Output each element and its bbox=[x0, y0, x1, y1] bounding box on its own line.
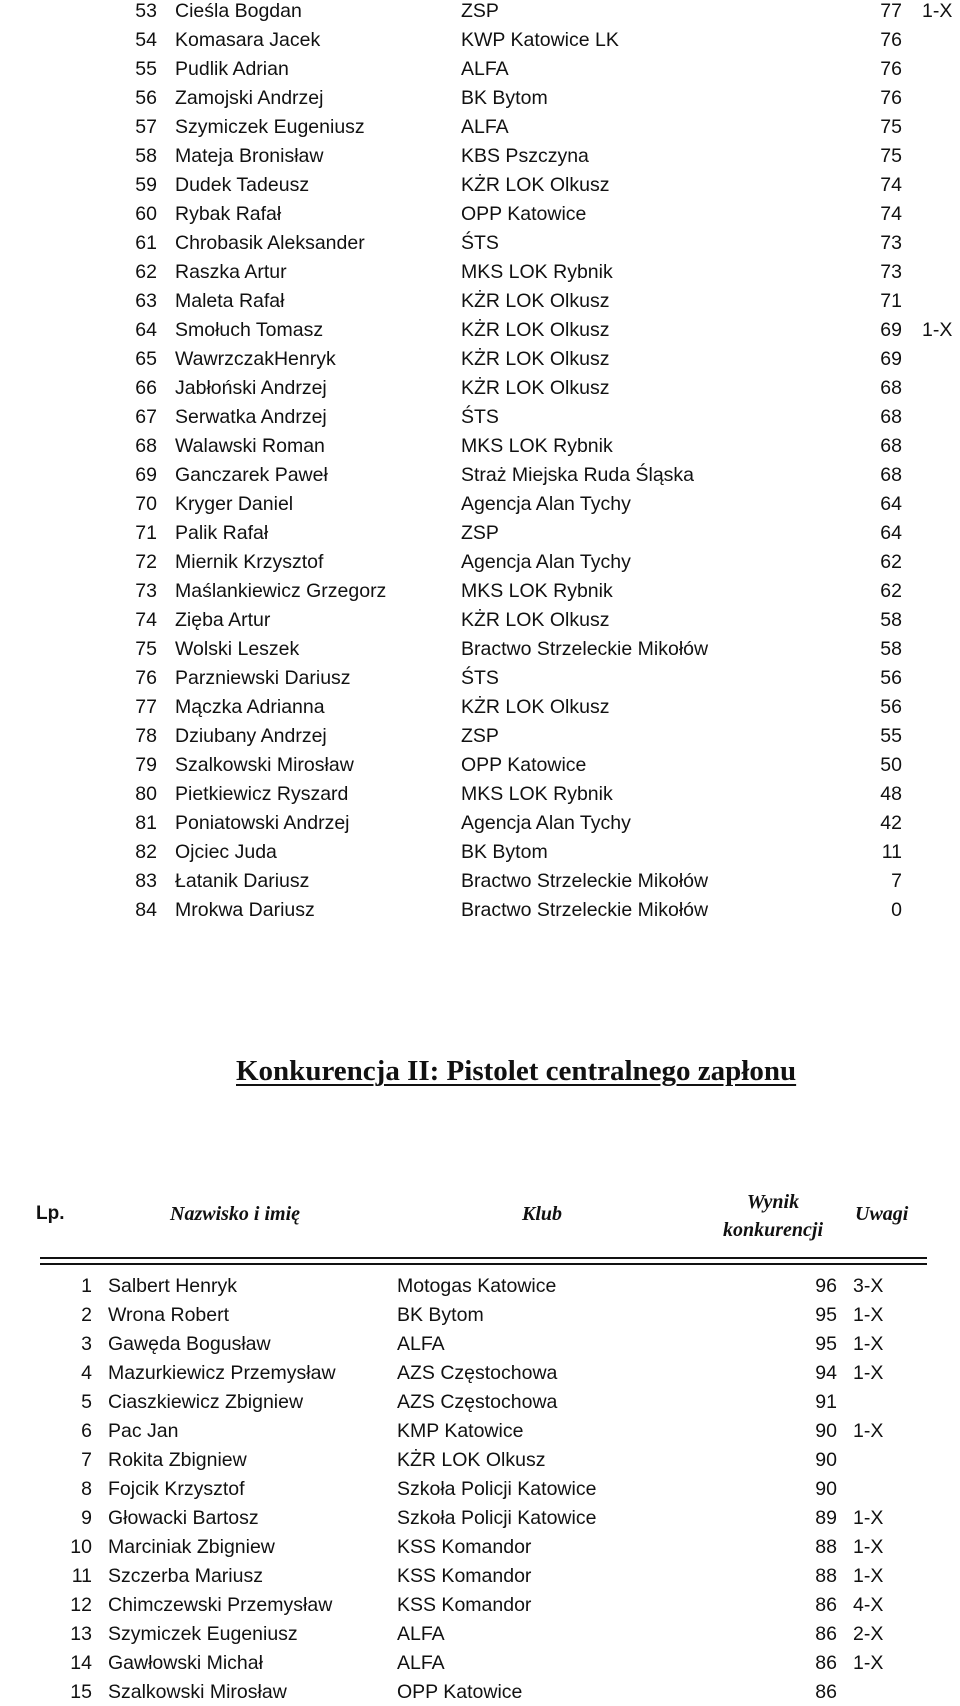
row-note: 1-X bbox=[853, 1536, 884, 1558]
row-lp: 57 bbox=[135, 116, 157, 138]
row-club: MKS LOK Rybnik bbox=[461, 580, 613, 602]
row-club: ZSP bbox=[461, 522, 499, 544]
row-lp: 14 bbox=[70, 1652, 92, 1674]
row-lp: 9 bbox=[81, 1507, 92, 1529]
row-name: Smołuch Tomasz bbox=[175, 319, 324, 341]
row-lp: 73 bbox=[135, 580, 157, 602]
row-club: ALFA bbox=[461, 116, 509, 138]
row-club: KWP Katowice LK bbox=[461, 29, 619, 51]
row-score: 64 bbox=[880, 493, 902, 515]
table-row bbox=[0, 171, 960, 199]
table-row bbox=[0, 751, 960, 779]
row-club: Szkoła Policji Katowice bbox=[397, 1478, 597, 1500]
row-lp: 78 bbox=[135, 725, 157, 747]
row-lp: 84 bbox=[135, 899, 157, 921]
row-lp: 6 bbox=[81, 1420, 92, 1442]
row-lp: 64 bbox=[135, 319, 157, 341]
row-score: 74 bbox=[880, 174, 902, 196]
row-club: KSS Komandor bbox=[397, 1565, 532, 1587]
row-lp: 72 bbox=[135, 551, 157, 573]
row-name: Chimczewski Przemysław bbox=[108, 1594, 333, 1616]
row-club: ALFA bbox=[397, 1623, 445, 1645]
row-name: Chrobasik Aleksander bbox=[175, 232, 365, 254]
row-club: KBS Pszczyna bbox=[461, 145, 589, 167]
table-row bbox=[0, 838, 960, 866]
section-title: Konkurencja II: Pistolet centralnego zapłonu bbox=[236, 1055, 797, 1087]
table-row bbox=[0, 780, 960, 808]
row-club: Agencja Alan Tychy bbox=[461, 812, 631, 834]
header-result-line2: konkurencji bbox=[722, 1219, 824, 1241]
row-lp: 61 bbox=[135, 232, 157, 254]
row-club: Szkoła Policji Katowice bbox=[397, 1507, 597, 1529]
row-club: OPP Katowice bbox=[397, 1681, 523, 1703]
table-row bbox=[0, 548, 960, 576]
table-row bbox=[0, 55, 960, 83]
table-row bbox=[0, 606, 960, 634]
row-note: 1-X bbox=[853, 1652, 884, 1674]
table-row bbox=[0, 113, 960, 141]
row-score: 88 bbox=[815, 1565, 837, 1587]
table-row bbox=[0, 1446, 960, 1474]
row-name: Walawski Roman bbox=[175, 435, 325, 457]
row-note: 1-X bbox=[853, 1362, 884, 1384]
row-club: KŻR LOK Olkusz bbox=[397, 1449, 546, 1471]
row-score: 0 bbox=[891, 899, 902, 921]
row-name: Wrona Robert bbox=[108, 1304, 230, 1326]
row-club: AZS Częstochowa bbox=[397, 1391, 558, 1413]
row-name: Mazurkiewicz Przemysław bbox=[108, 1362, 336, 1384]
row-score: 94 bbox=[815, 1362, 837, 1384]
row-club: Bractwo Strzeleckie Mikołów bbox=[461, 870, 709, 892]
row-name: Rokita Zbigniew bbox=[108, 1449, 247, 1471]
row-note: 1-X bbox=[853, 1565, 884, 1587]
row-lp: 15 bbox=[70, 1681, 92, 1703]
table-row bbox=[0, 461, 960, 489]
row-name: Zamojski Andrzej bbox=[175, 87, 324, 109]
row-club: OPP Katowice bbox=[461, 754, 587, 776]
row-name: Szczerba Mariusz bbox=[108, 1565, 263, 1587]
row-score: 68 bbox=[880, 377, 902, 399]
table-row bbox=[0, 1330, 960, 1358]
header-rule-top bbox=[40, 1257, 927, 1259]
row-name: Cieśla Bogdan bbox=[175, 0, 302, 22]
row-name: Dudek Tadeusz bbox=[175, 174, 310, 196]
row-note: 1-X bbox=[922, 319, 953, 341]
row-score: 90 bbox=[815, 1420, 837, 1442]
row-club: MKS LOK Rybnik bbox=[461, 261, 613, 283]
table-row bbox=[0, 867, 960, 895]
row-name: Poniatowski Andrzej bbox=[175, 812, 350, 834]
row-name: Maleta Rafał bbox=[175, 290, 285, 312]
row-lp: 74 bbox=[135, 609, 157, 631]
row-club: MKS LOK Rybnik bbox=[461, 435, 613, 457]
row-lp: 81 bbox=[135, 812, 157, 834]
row-name: Jabłoński Andrzej bbox=[175, 377, 327, 399]
header-lp: Lp. bbox=[36, 1203, 65, 1224]
row-lp: 65 bbox=[135, 348, 157, 370]
row-name: Serwatka Andrzej bbox=[175, 406, 327, 428]
row-lp: 69 bbox=[135, 464, 157, 486]
table-row bbox=[0, 1591, 960, 1619]
row-club: BK Bytom bbox=[397, 1304, 484, 1326]
row-club: KŻR LOK Olkusz bbox=[461, 290, 610, 312]
row-note: 1-X bbox=[853, 1333, 884, 1355]
row-name: Mateja Bronisław bbox=[175, 145, 324, 167]
row-name: Parzniewski Dariusz bbox=[175, 667, 351, 689]
row-club: KŻR LOK Olkusz bbox=[461, 348, 610, 370]
row-club: KSS Komandor bbox=[397, 1536, 532, 1558]
table-row bbox=[0, 635, 960, 663]
table-row bbox=[0, 1272, 960, 1300]
row-note: 1-X bbox=[853, 1420, 884, 1442]
table-row bbox=[0, 664, 960, 692]
row-lp: 67 bbox=[135, 406, 157, 428]
row-lp: 56 bbox=[135, 87, 157, 109]
row-name: Rybak Rafał bbox=[175, 203, 282, 225]
row-lp: 76 bbox=[135, 667, 157, 689]
table-row bbox=[0, 693, 960, 721]
table-row bbox=[0, 1359, 960, 1387]
table-row bbox=[0, 403, 960, 431]
row-club: Agencja Alan Tychy bbox=[461, 493, 631, 515]
row-score: 42 bbox=[880, 812, 902, 834]
row-club: ALFA bbox=[397, 1652, 445, 1674]
table-row bbox=[0, 809, 960, 837]
row-club: Bractwo Strzeleckie Mikołów bbox=[461, 899, 709, 921]
row-club: KŻR LOK Olkusz bbox=[461, 377, 610, 399]
row-lp: 80 bbox=[135, 783, 157, 805]
row-lp: 1 bbox=[81, 1275, 92, 1297]
row-name: Marciniak Zbigniew bbox=[108, 1536, 275, 1558]
row-club: BK Bytom bbox=[461, 841, 548, 863]
row-lp: 68 bbox=[135, 435, 157, 457]
row-score: 89 bbox=[815, 1507, 837, 1529]
table-row bbox=[0, 1301, 960, 1329]
row-name: Komasara Jacek bbox=[175, 29, 321, 51]
table-row bbox=[0, 1533, 960, 1561]
row-score: 69 bbox=[880, 348, 902, 370]
row-score: 86 bbox=[815, 1681, 837, 1703]
row-score: 48 bbox=[880, 783, 902, 805]
row-note: 1-X bbox=[922, 0, 953, 22]
row-club: ZSP bbox=[461, 725, 499, 747]
row-lp: 63 bbox=[135, 290, 157, 312]
table-row bbox=[0, 1620, 960, 1648]
row-score: 71 bbox=[880, 290, 902, 312]
row-score: 56 bbox=[880, 696, 902, 718]
row-lp: 12 bbox=[70, 1594, 92, 1616]
row-name: Fojcik Krzysztof bbox=[108, 1478, 245, 1500]
table-row bbox=[0, 1649, 960, 1677]
row-name: Szalkowski Mirosław bbox=[175, 754, 354, 776]
row-name: Szymiczek Eugeniusz bbox=[175, 116, 365, 138]
row-lp: 83 bbox=[135, 870, 157, 892]
row-name: Ojciec Juda bbox=[175, 841, 277, 863]
row-name: Ganczarek Paweł bbox=[175, 464, 328, 486]
row-name: Dziubany Andrzej bbox=[175, 725, 327, 747]
table-row bbox=[0, 1388, 960, 1416]
row-score: 62 bbox=[880, 551, 902, 573]
row-score: 76 bbox=[880, 87, 902, 109]
row-lp: 70 bbox=[135, 493, 157, 515]
row-score: 76 bbox=[880, 58, 902, 80]
row-name: Gawłowski Michał bbox=[108, 1652, 263, 1674]
row-lp: 4 bbox=[81, 1362, 92, 1384]
row-name: Miernik Krzysztof bbox=[175, 551, 324, 573]
table-row bbox=[0, 1678, 960, 1706]
row-name: Raszka Artur bbox=[175, 261, 287, 283]
table-row bbox=[0, 577, 960, 605]
row-score: 77 bbox=[880, 0, 902, 22]
header-notes: Uwagi bbox=[855, 1203, 909, 1225]
row-name: Pudlik Adrian bbox=[175, 58, 289, 80]
row-lp: 3 bbox=[81, 1333, 92, 1355]
row-lp: 75 bbox=[135, 638, 157, 660]
row-name: Mączka Adrianna bbox=[175, 696, 325, 718]
header-name: Nazwisko i imię bbox=[170, 1203, 301, 1225]
row-name: Głowacki Bartosz bbox=[108, 1507, 259, 1529]
table-row bbox=[0, 0, 960, 25]
row-note: 2-X bbox=[853, 1623, 884, 1645]
row-score: 88 bbox=[815, 1536, 837, 1558]
row-lp: 82 bbox=[135, 841, 157, 863]
row-lp: 54 bbox=[135, 29, 157, 51]
row-club: KMP Katowice bbox=[397, 1420, 524, 1442]
row-club: KŻR LOK Olkusz bbox=[461, 609, 610, 631]
row-score: 58 bbox=[880, 638, 902, 660]
row-score: 86 bbox=[815, 1652, 837, 1674]
row-club: Agencja Alan Tychy bbox=[461, 551, 631, 573]
row-score: 68 bbox=[880, 464, 902, 486]
table-row bbox=[0, 258, 960, 286]
header-result-line1: Wynik bbox=[746, 1191, 800, 1213]
row-club: ŚTS bbox=[461, 667, 499, 689]
row-score: 69 bbox=[880, 319, 902, 341]
row-club: KŻR LOK Olkusz bbox=[461, 174, 610, 196]
row-score: 62 bbox=[880, 580, 902, 602]
row-note: 1-X bbox=[853, 1304, 884, 1326]
row-name: Kryger Daniel bbox=[175, 493, 294, 515]
row-score: 75 bbox=[880, 116, 902, 138]
row-lp: 11 bbox=[71, 1565, 92, 1587]
row-score: 86 bbox=[815, 1623, 837, 1645]
row-name: Gawęda Bogusław bbox=[108, 1333, 271, 1355]
row-name: Szalkowski Mirosław bbox=[108, 1681, 287, 1703]
row-lp: 55 bbox=[135, 58, 157, 80]
row-name: Salbert Henryk bbox=[108, 1275, 237, 1297]
row-name: Łatanik Dariusz bbox=[175, 870, 310, 892]
row-score: 50 bbox=[880, 754, 902, 776]
row-score: 74 bbox=[880, 203, 902, 225]
table-row bbox=[0, 287, 960, 315]
row-name: Ciaszkiewicz Zbigniew bbox=[108, 1391, 304, 1413]
row-name: Maślankiewicz Grzegorz bbox=[175, 580, 387, 602]
row-lp: 2 bbox=[81, 1304, 92, 1326]
row-name: Szymiczek Eugeniusz bbox=[108, 1623, 298, 1645]
header-rule-bottom bbox=[40, 1263, 927, 1265]
table-row bbox=[0, 316, 960, 344]
row-club: ZSP bbox=[461, 0, 499, 22]
row-score: 58 bbox=[880, 609, 902, 631]
table-row bbox=[0, 1475, 960, 1503]
row-club: AZS Częstochowa bbox=[397, 1362, 558, 1384]
row-score: 96 bbox=[815, 1275, 837, 1297]
row-score: 73 bbox=[880, 232, 902, 254]
row-club: MKS LOK Rybnik bbox=[461, 783, 613, 805]
row-lp: 79 bbox=[135, 754, 157, 776]
row-note: 3-X bbox=[853, 1275, 884, 1297]
row-club: Straż Miejska Ruda Śląska bbox=[461, 464, 695, 486]
row-lp: 8 bbox=[81, 1478, 92, 1500]
row-lp: 10 bbox=[70, 1536, 92, 1558]
table-row bbox=[0, 432, 960, 460]
row-score: 86 bbox=[815, 1594, 837, 1616]
row-name: Mrokwa Dariusz bbox=[175, 899, 315, 921]
table-row bbox=[0, 26, 960, 54]
row-club: BK Bytom bbox=[461, 87, 548, 109]
row-name: Palik Rafał bbox=[175, 522, 269, 544]
row-score: 76 bbox=[880, 29, 902, 51]
row-score: 7 bbox=[891, 870, 902, 892]
row-lp: 66 bbox=[135, 377, 157, 399]
row-club: Bractwo Strzeleckie Mikołów bbox=[461, 638, 709, 660]
table-row bbox=[0, 519, 960, 547]
row-score: 11 bbox=[881, 841, 902, 863]
row-name: Pietkiewicz Ryszard bbox=[175, 783, 349, 805]
row-name: Zięba Artur bbox=[175, 609, 271, 631]
row-score: 90 bbox=[815, 1478, 837, 1500]
row-score: 55 bbox=[880, 725, 902, 747]
table-row bbox=[0, 345, 960, 373]
row-score: 91 bbox=[815, 1391, 837, 1413]
row-club: ŚTS bbox=[461, 406, 499, 428]
table-row bbox=[0, 84, 960, 112]
row-club: ŚTS bbox=[461, 232, 499, 254]
row-club: ALFA bbox=[397, 1333, 445, 1355]
row-club: OPP Katowice bbox=[461, 203, 587, 225]
row-lp: 59 bbox=[135, 174, 157, 196]
table-row bbox=[0, 229, 960, 257]
row-club: KŻR LOK Olkusz bbox=[461, 696, 610, 718]
row-score: 73 bbox=[880, 261, 902, 283]
header-club: Klub bbox=[522, 1203, 563, 1225]
row-score: 95 bbox=[815, 1304, 837, 1326]
row-lp: 13 bbox=[70, 1623, 92, 1645]
row-note: 4-X bbox=[853, 1594, 884, 1616]
row-name: Wolski Leszek bbox=[175, 638, 300, 660]
table-row bbox=[0, 490, 960, 518]
table-row bbox=[0, 896, 960, 924]
row-score: 56 bbox=[880, 667, 902, 689]
row-club: Motogas Katowice bbox=[397, 1275, 557, 1297]
row-score: 64 bbox=[880, 522, 902, 544]
row-lp: 7 bbox=[81, 1449, 92, 1471]
row-lp: 5 bbox=[81, 1391, 92, 1413]
header-result bbox=[714, 1188, 832, 1244]
row-name: WawrzczakHenryk bbox=[175, 348, 336, 370]
row-club: ALFA bbox=[461, 58, 509, 80]
table-row bbox=[0, 1417, 960, 1445]
row-score: 68 bbox=[880, 406, 902, 428]
row-lp: 62 bbox=[135, 261, 157, 283]
table-row bbox=[0, 1562, 960, 1590]
row-lp: 53 bbox=[135, 0, 157, 22]
row-score: 75 bbox=[880, 145, 902, 167]
row-score: 68 bbox=[880, 435, 902, 457]
table-row bbox=[0, 374, 960, 402]
row-lp: 58 bbox=[135, 145, 157, 167]
row-note: 1-X bbox=[853, 1507, 884, 1529]
row-club: KSS Komandor bbox=[397, 1594, 532, 1616]
row-lp: 60 bbox=[135, 203, 157, 225]
row-lp: 77 bbox=[135, 696, 157, 718]
table-row bbox=[0, 722, 960, 750]
row-score: 95 bbox=[815, 1333, 837, 1355]
row-name: Pac Jan bbox=[108, 1420, 179, 1442]
row-lp: 71 bbox=[135, 522, 157, 544]
row-club: KŻR LOK Olkusz bbox=[461, 319, 610, 341]
table-row bbox=[0, 1504, 960, 1532]
row-score: 90 bbox=[815, 1449, 837, 1471]
table-row bbox=[0, 142, 960, 170]
table-row bbox=[0, 200, 960, 228]
